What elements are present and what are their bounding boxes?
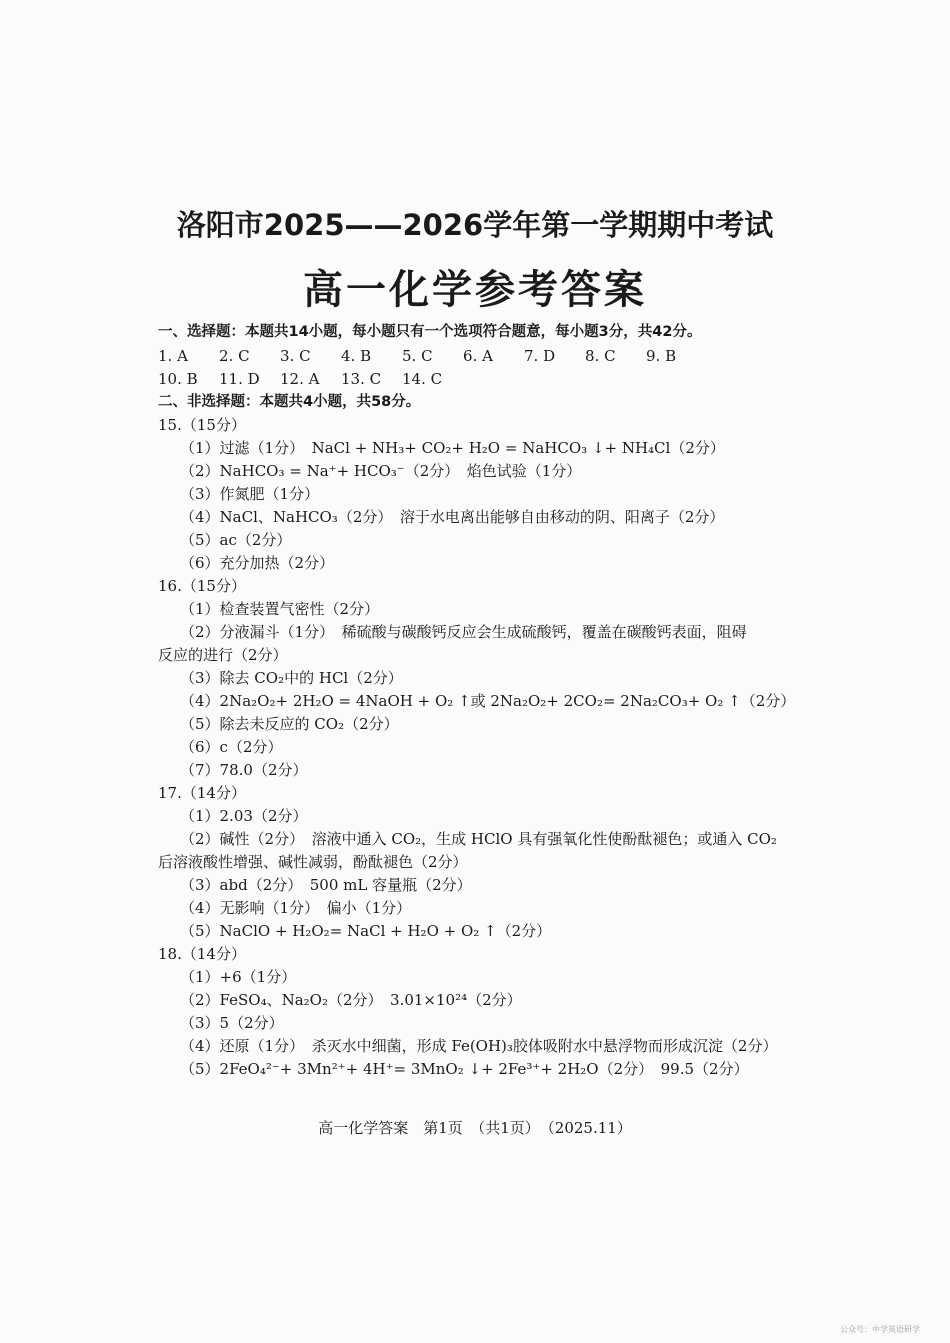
answer-line-continuation: 反应的进行（2分） <box>158 646 288 664</box>
answer-line: （1）过滤（1分） NaCl + NH₃+ CO₂+ H₂O = NaHCO₃ ↓+ NH₄Cl（2分） <box>180 439 725 457</box>
answer-line: （1）2.03（2分） <box>180 807 308 825</box>
answer-line-continuation: 后溶液酸性增强、碱性减弱，酚酞褪色（2分） <box>158 853 468 871</box>
answer-line: （1）检查装置气密性（2分） <box>180 600 380 618</box>
mc-row-2 <box>158 369 463 389</box>
mc-answer: 10. B <box>158 370 198 388</box>
mc-answer: 13. C <box>341 370 382 388</box>
answer-line: （5）除去未反应的 CO₂（2分） <box>180 715 399 733</box>
answer-line: （2）FeSO₄、Na₂O₂（2分） 3.01×10²⁴（2分） <box>180 991 522 1009</box>
mc-answer: 2. C <box>219 347 250 365</box>
question-17-header: 17.（14分） <box>158 784 246 802</box>
question-15-header: 15.（15分） <box>158 416 246 434</box>
mc-answer: 12. A <box>280 370 320 388</box>
mc-answer: 1. A <box>158 347 188 365</box>
answer-line: （1）+6（1分） <box>180 968 297 986</box>
question-18-header: 18.（14分） <box>158 945 246 963</box>
answer-line: （4）无影响（1分） 偏小（1分） <box>180 899 412 917</box>
page-footer: 高一化学答案 第1页 （共1页） （2025.11） <box>318 1119 632 1137</box>
mc-row-1 <box>158 346 707 366</box>
section1-heading: 一、选择题：本题共14小题，每小题只有一个选项符合题意，每小题3分，共42分。 <box>158 324 702 340</box>
answer-line: （4）2Na₂O₂+ 2H₂O = 4NaOH + O₂ ↑或 2Na₂O₂+ 2CO₂= 2Na₂CO₃+ O₂ ↑（2分） <box>180 692 796 710</box>
mc-answer: 7. D <box>524 347 556 365</box>
answer-line: （3）abd（2分） 500 mL 容量瓶（2分） <box>180 876 472 894</box>
mc-answer: 6. A <box>463 347 493 365</box>
mc-answer: 5. C <box>402 347 433 365</box>
answer-line: （2）分液漏斗（1分） 稀硫酸与碳酸钙反应会生成硫酸钙，覆盖在碳酸钙表面，阻碍 <box>180 623 747 641</box>
answer-line: （5）2FeO₄²⁻+ 3Mn²⁺+ 4H⁺= 3MnO₂ ↓+ 2Fe³⁺+ 2H₂O（2分） 99.5（2分） <box>180 1060 749 1078</box>
answer-line: （3）除去 CO₂中的 HCl（2分） <box>180 669 403 687</box>
mc-answer: 11. D <box>219 370 260 388</box>
answer-line: （4）还原（1分） 杀灭水中细菌，形成 Fe(OH)₃胶体吸附水中悬浮物而形成沉淀（2分） <box>180 1037 778 1055</box>
section2-heading: 二、非选择题：本题共4小题，共58分。 <box>158 394 421 410</box>
answer-line: （3）5（2分） <box>180 1014 284 1032</box>
answer-line: （7）78.0（2分） <box>180 761 308 779</box>
mc-answer: 3. C <box>280 347 311 365</box>
mc-answer: 9. B <box>646 347 677 365</box>
answer-line: （6）c（2分） <box>180 738 283 756</box>
answer-line: （5）ac（2分） <box>180 531 292 549</box>
answer-line: （4）NaCl、NaHCO₃（2分） 溶于水电离出能够自由移动的阴、阳离子（2分） <box>180 508 725 526</box>
answer-key-title: 高一化学参考答案 <box>303 267 647 313</box>
watermark: 公众号：中学英语研学 <box>840 1325 920 1334</box>
answer-line: （6）充分加热（2分） <box>180 554 335 572</box>
answer-line: （3）作氮肥（1分） <box>180 485 320 503</box>
answer-line: （2）碱性（2分） 溶液中通入 CO₂，生成 HClO 具有强氧化性使酚酞褪色；或通入 CO₂ <box>180 830 777 848</box>
mc-answer: 14. C <box>402 370 443 388</box>
answer-line: （5）NaClO + H₂O₂= NaCl + H₂O + O₂ ↑（2分） <box>180 922 552 940</box>
answer-line: （2）NaHCO₃ = Na⁺+ HCO₃⁻（2分） 焰色试验（1分） <box>180 462 582 480</box>
mc-answer: 4. B <box>341 347 372 365</box>
mc-answer: 8. C <box>585 347 616 365</box>
exam-title: 洛阳市2025——2026学年第一学期期中考试 <box>176 208 774 242</box>
question-16-header: 16.（15分） <box>158 577 246 595</box>
